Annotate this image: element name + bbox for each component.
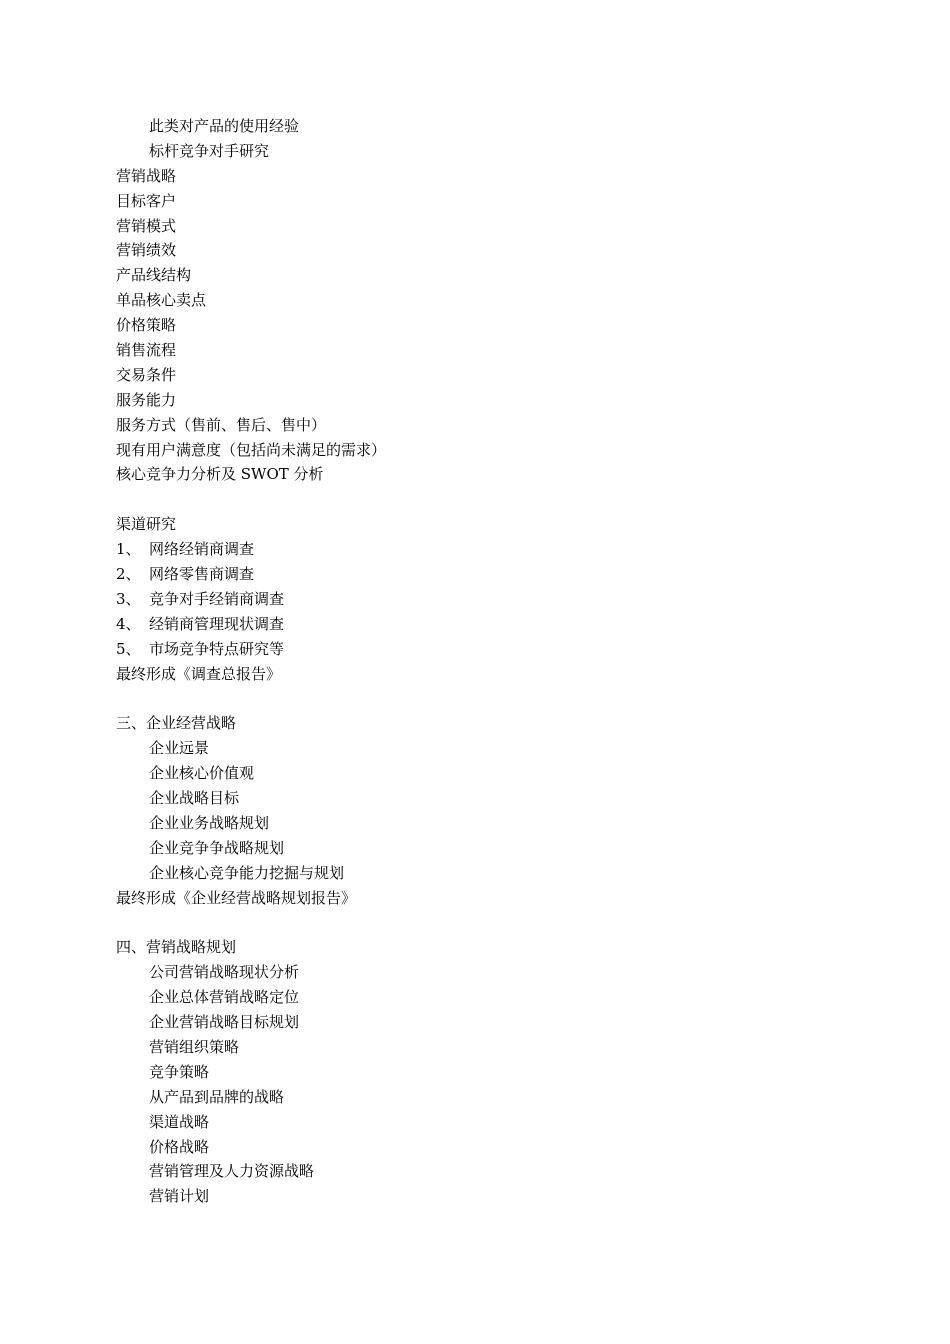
section4-item: 价格战略 (149, 1137, 210, 1156)
item-number: 2、 (116, 565, 141, 584)
item-number: 4、 (116, 614, 141, 633)
marketing-item: 营销模式 (116, 216, 177, 235)
marketing-item: 核心竞争力分析及 SWOT 分析 (116, 465, 324, 484)
section4-item: 营销管理及人力资源战略 (149, 1162, 315, 1181)
item-text: 经销商管理现状调查 (149, 614, 285, 633)
marketing-item: 目标客户 (116, 191, 177, 210)
section3-item: 企业远景 (149, 739, 210, 758)
section3-conclusion: 最终形成《企业经营战略规划报告》 (116, 888, 357, 907)
section4-item: 从产品到品牌的战略 (149, 1087, 285, 1106)
marketing-item: 价格策略 (116, 316, 177, 335)
channel-item (116, 587, 896, 612)
section3-item: 企业竞争争战略规划 (149, 838, 285, 857)
section3-item: 企业业务战略规划 (149, 813, 270, 832)
item-text: 竞争对手经销商调查 (149, 589, 285, 608)
item-text: 市场竞争特点研究等 (149, 639, 285, 658)
blank-line (116, 686, 896, 711)
item-number: 3、 (116, 589, 141, 608)
channel-conclusion: 最终形成《调查总报告》 (116, 664, 282, 683)
document-page (116, 114, 896, 1209)
section4-item: 企业总体营销战略定位 (149, 988, 300, 1007)
section4-item: 营销计划 (149, 1187, 210, 1206)
section4-item: 竞争策略 (149, 1062, 210, 1081)
item-text: 网络经销商调查 (149, 540, 255, 559)
section3-item: 企业战略目标 (149, 789, 240, 808)
marketing-item: 交易条件 (116, 365, 177, 384)
item-number: 5、 (116, 639, 141, 658)
channel-item (116, 612, 896, 637)
marketing-item: 服务能力 (116, 390, 177, 409)
section4-item: 营销组织策略 (149, 1037, 240, 1056)
section4-title: 四、营销战略规划 (116, 938, 237, 957)
marketing-item: 现有用户满意度（包括尚未满足的需求） (116, 440, 387, 459)
blank-line (116, 487, 896, 512)
item-text: 网络零售商调查 (149, 565, 255, 584)
section4-item: 企业营销战略目标规划 (149, 1013, 300, 1032)
section3-title: 三、企业经营战略 (116, 714, 237, 733)
marketing-item: 服务方式（售前、售后、售中） (116, 415, 327, 434)
item-number: 1、 (116, 540, 141, 559)
marketing-item: 单品核心卖点 (116, 291, 207, 310)
channel-title: 渠道研究 (116, 515, 177, 534)
marketing-item: 营销绩效 (116, 241, 177, 260)
section3-item: 企业核心价值观 (149, 764, 255, 783)
channel-item (116, 637, 896, 662)
channel-item (116, 537, 896, 562)
section4-item: 渠道战略 (149, 1112, 210, 1131)
section3-item: 企业核心竞争能力挖掘与规划 (149, 863, 345, 882)
intro-item: 此类对产品的使用经验 (149, 117, 300, 135)
intro-item: 标杆竞争对手研究 (149, 141, 270, 160)
marketing-item: 销售流程 (116, 341, 177, 360)
marketing-item: 产品线结构 (116, 266, 192, 285)
blank-line (116, 911, 896, 936)
section4-item: 公司营销战略现状分析 (149, 963, 300, 982)
marketing-item: 营销战略 (116, 166, 177, 185)
channel-item (116, 562, 896, 587)
